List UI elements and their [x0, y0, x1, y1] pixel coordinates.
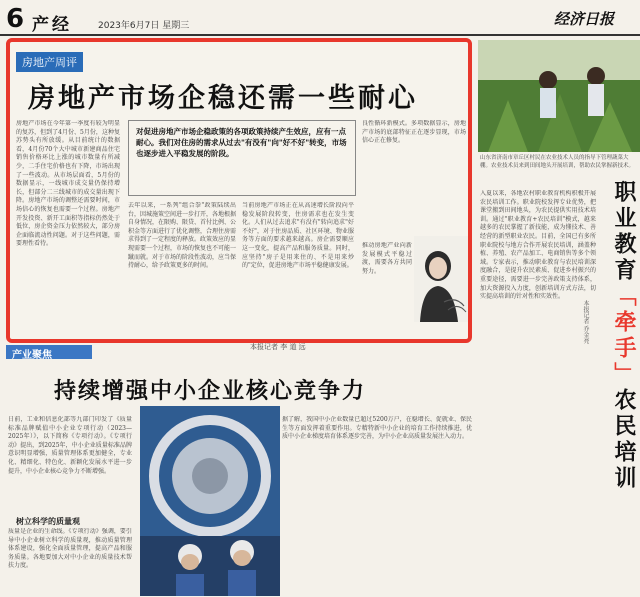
section-title: 产经 [32, 15, 72, 35]
article-column-2: 去年以来，一系列"组合拳"政策陆续出台，因城施策空间进一步打开，各地根据自身情况，在限购、限贷、首付比例、公积金等方面进行了优化调整，合理住房需求得到了一定程度的释放。政策效应的显现需要一个过程，市场的恢复也不可能一蹴而就。对于市场的阶段性波动，应当保持耐心，给予政策更多的时间。 [128, 202, 236, 270]
feature-section-tag: 产业聚焦 [12, 350, 52, 361]
sidebar-column [478, 40, 640, 597]
factory-photo [140, 406, 280, 596]
column-tag: 房地产周评 [16, 52, 83, 72]
feature-intro: 日前，工业和信息化部等九部门印发了《质量标准品牌赋值中小企业专项行动（2023—2025年）》，以下简称《专项行动》。《专项行动》提出，到2025年，中小企业质量标准品牌意识明显增强，质量管理体系更加健全，专业化、精细化、特色化、新颖化发展水平进一步提升，中小企业核心竞争力不断增强。 [8, 416, 132, 475]
lead-article[interactable] [6, 38, 472, 343]
portrait-illustration [414, 236, 468, 322]
lead-text: 对促进房地产市场企稳政策的各项政策持续产生效应，应有一点耐心。我们对住房的需求从过去"有没有"向"好不好"转变，市场也逐步进入平稳发展的阶段。 [136, 127, 347, 158]
feature-headline[interactable]: 持续增强中小企业核心竞争力 [54, 379, 367, 404]
article-headline[interactable]: 房地产市场企稳还需一些耐心 [28, 83, 418, 114]
sidebar-byline: 本报记者 乔金亮 [582, 300, 589, 344]
feature-subhead: 树立科学的质量观 [16, 516, 80, 526]
feature-section-bar [6, 345, 92, 359]
photo-caption: 山东省济南市章丘区村民在农业技术人员的指导下管理蔬菜大棚。农业技术员来到田间地头开展培训，帮助农民掌握新技术。 [480, 155, 635, 169]
page-number: 6 [6, 4, 25, 34]
author-portrait [414, 236, 468, 322]
reporter-byline: 本报记者 李 道 远 [250, 343, 306, 351]
sidebar-headline[interactable] [598, 180, 638, 492]
sidebar-headline-pre: 职业教育 [611, 180, 636, 284]
article-column-3: 当前房地产市场正在从高速增长阶段向平稳发展阶段转变，住房需求也在发生变化。人们从过去追求"有没有"转向追求"好不好"，对于住房品质、社区环境、物业服务等方面的要求越来越高。房企需要顺应这一变化，提高产品和服务质量。同时，应坚持"房子是用来住的、不是用来炒的"定位，促进房地产市场平稳健康发展。 [242, 202, 354, 270]
feature-body-right: 据了解，我国中小企业数量已超过5200万户，在稳增长、促就业、保民生等方面发挥着重要作用。专精特新中小企业的培育工作持续推进，优质中小企业梯度培育体系逐步完善，为中小企业高质量发展注入动力。 [282, 416, 472, 441]
page-header [0, 0, 640, 36]
article-column-1: 房地产市场在今年第一季度有较为明显的复苏，但到了4月份、5月份，这种复苏势头有所放缓。从目前统计的数据看，4月份70个大中城市新建商品住宅销售价格环比上涨的城市数量有所减少，二手住宅价格也有下降，市场出现了一些波动。从市场层面看，5月份的数据显示，一线城市成交量仍保持增长，但部分二三线城市的成交量出现下降。房地产市场的调整还需要时间，市场信心的恢复也需要一个过程。房地产开发投资、新开工面积等指标仍然处于低位，房企资金压力依然较大，部分房企面临流动性问题。对于这些问题，需要理性看待。 [16, 120, 120, 248]
sidebar-headline-post: 农民培训 [611, 388, 636, 492]
article-column-4: 良性循环新模式。多项数据显示，房地产市场的底部特征正在逐步显现，市场信心正在修复。 [362, 120, 466, 145]
feature-body-left: 质量是企业的生命线。《专项行动》强调，要引导中小企业树立科学的质量观，推动质量管理体系建设，强化全面质量管理，提高产品和服务质量。各地要加大对中小企业的质量技术帮扶力度。 [8, 528, 132, 570]
farm-photo [478, 40, 640, 152]
newspaper-masthead: 经济日报 [553, 10, 614, 28]
lead-box [128, 120, 356, 196]
issue-date: 2023年6月7日 星期三 [98, 21, 190, 31]
farm-illustration [478, 40, 640, 152]
sidebar-body: 入夏以来，各地农村职业教育机构积极开展农民培训工作。职业院校发挥专业优势，把课堂搬到田间地头，为农民提供实用技术培训。通过"职业教育+农民培训"模式，越来越多的农民掌握了新技能，成为懂技术、善经营的新型职业农民。目前，全国已有多所职业院校与地方合作开展农民培训，涵盖种植、养殖、农产品加工、电商销售等多个领域。专家表示，推动职业教育与农民培训深度融合，是提升农民素质、促进乡村振兴的重要途径，需要进一步完善政策支持体系，加大资源投入力度，创新培训方式方法，切实提高培训的针对性和实效性。 [480, 190, 596, 301]
article-column-5: 推动房地产业向新发展模式平稳过渡，需要各方共同努力。 [362, 242, 412, 275]
factory-illustration [140, 406, 280, 596]
sidebar-headline-accent: 「牵手」 [611, 284, 636, 388]
